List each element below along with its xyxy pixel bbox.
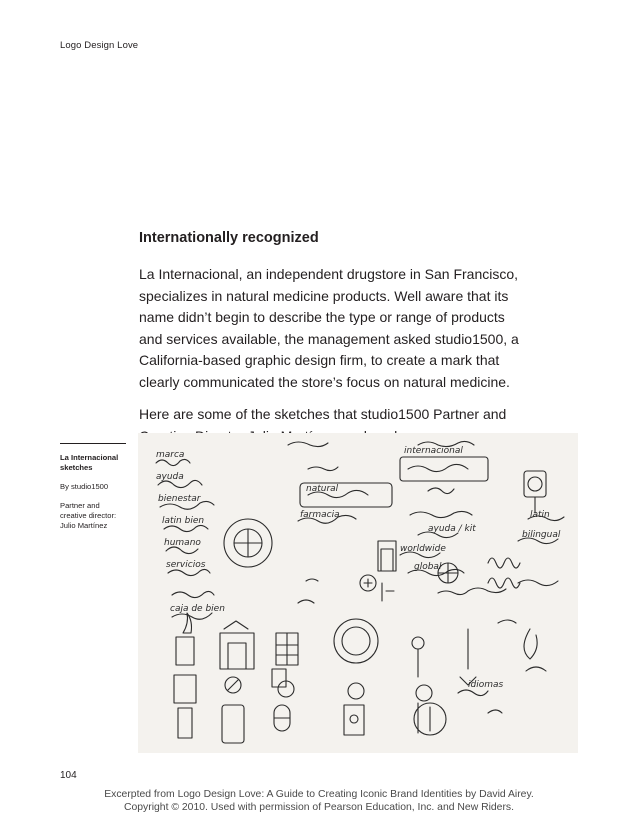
caption-credit: By studio1500 (60, 482, 109, 491)
page-number: 104 (60, 770, 77, 781)
sketch-word-caja-de-bien: caja de bien (170, 604, 225, 614)
article-section (139, 228, 569, 458)
sketch-word-bienestar: bienestar (158, 494, 201, 504)
sketch-word-latin: latin (530, 510, 550, 520)
sketch-word-internacional: internacional (404, 446, 463, 456)
sketch-word-global: global (414, 562, 442, 572)
footer-line-1: Excerpted from Logo Design Love: A Guide to Creating Iconic Brand Identities by David Airey. (104, 789, 534, 800)
sketch-word-bilingual: bilingual (522, 530, 561, 540)
caption-title: La Internacional sketches (60, 453, 119, 472)
sketch-word-ayuda: ayuda (156, 472, 184, 482)
running-head: Logo Design Love (60, 40, 139, 51)
sketch-drawing (138, 433, 578, 753)
sketch-word-idiomas: idiomas (468, 680, 504, 690)
footer-line-2: Copyright © 2010. Used with permission of Pearson Education, Inc. and New Riders. (124, 802, 514, 813)
sketch-word-servicios: servicios (166, 560, 206, 570)
logo-sketches-image (138, 433, 578, 753)
sketch-word-marca: marca (156, 450, 185, 460)
sketch-word-ayuda-kit: ayuda / kit (428, 524, 476, 534)
figure-caption (60, 443, 126, 531)
caption-partner: Partner and creative director: Julio Martínez (60, 501, 117, 530)
copyright-footer (0, 788, 638, 814)
sketch-word-natural: natural (306, 484, 339, 494)
sketch-word-humano: humano (164, 538, 201, 548)
sketch-word-latin-bien: latin bien (162, 516, 205, 526)
body-paragraph-1: La Internacional, an independent drugstore in San Francisco, specializes in natural medicine products. Well aware that its name didn’t begin to describe the type or range of products and services available, the management asked studio1500, a California-based graphic design firm, to create a mark that clearly communicated the store’s focus on natural medicine. (139, 266, 519, 390)
sketch-word-worldwide: worldwide (400, 544, 446, 554)
sketch-word-farmacia: farmacia (300, 510, 340, 520)
section-heading: Internationally recognized (139, 230, 319, 246)
body-paragraph-2: Here are some of the sketches that studio1500 Partner and (139, 406, 507, 422)
